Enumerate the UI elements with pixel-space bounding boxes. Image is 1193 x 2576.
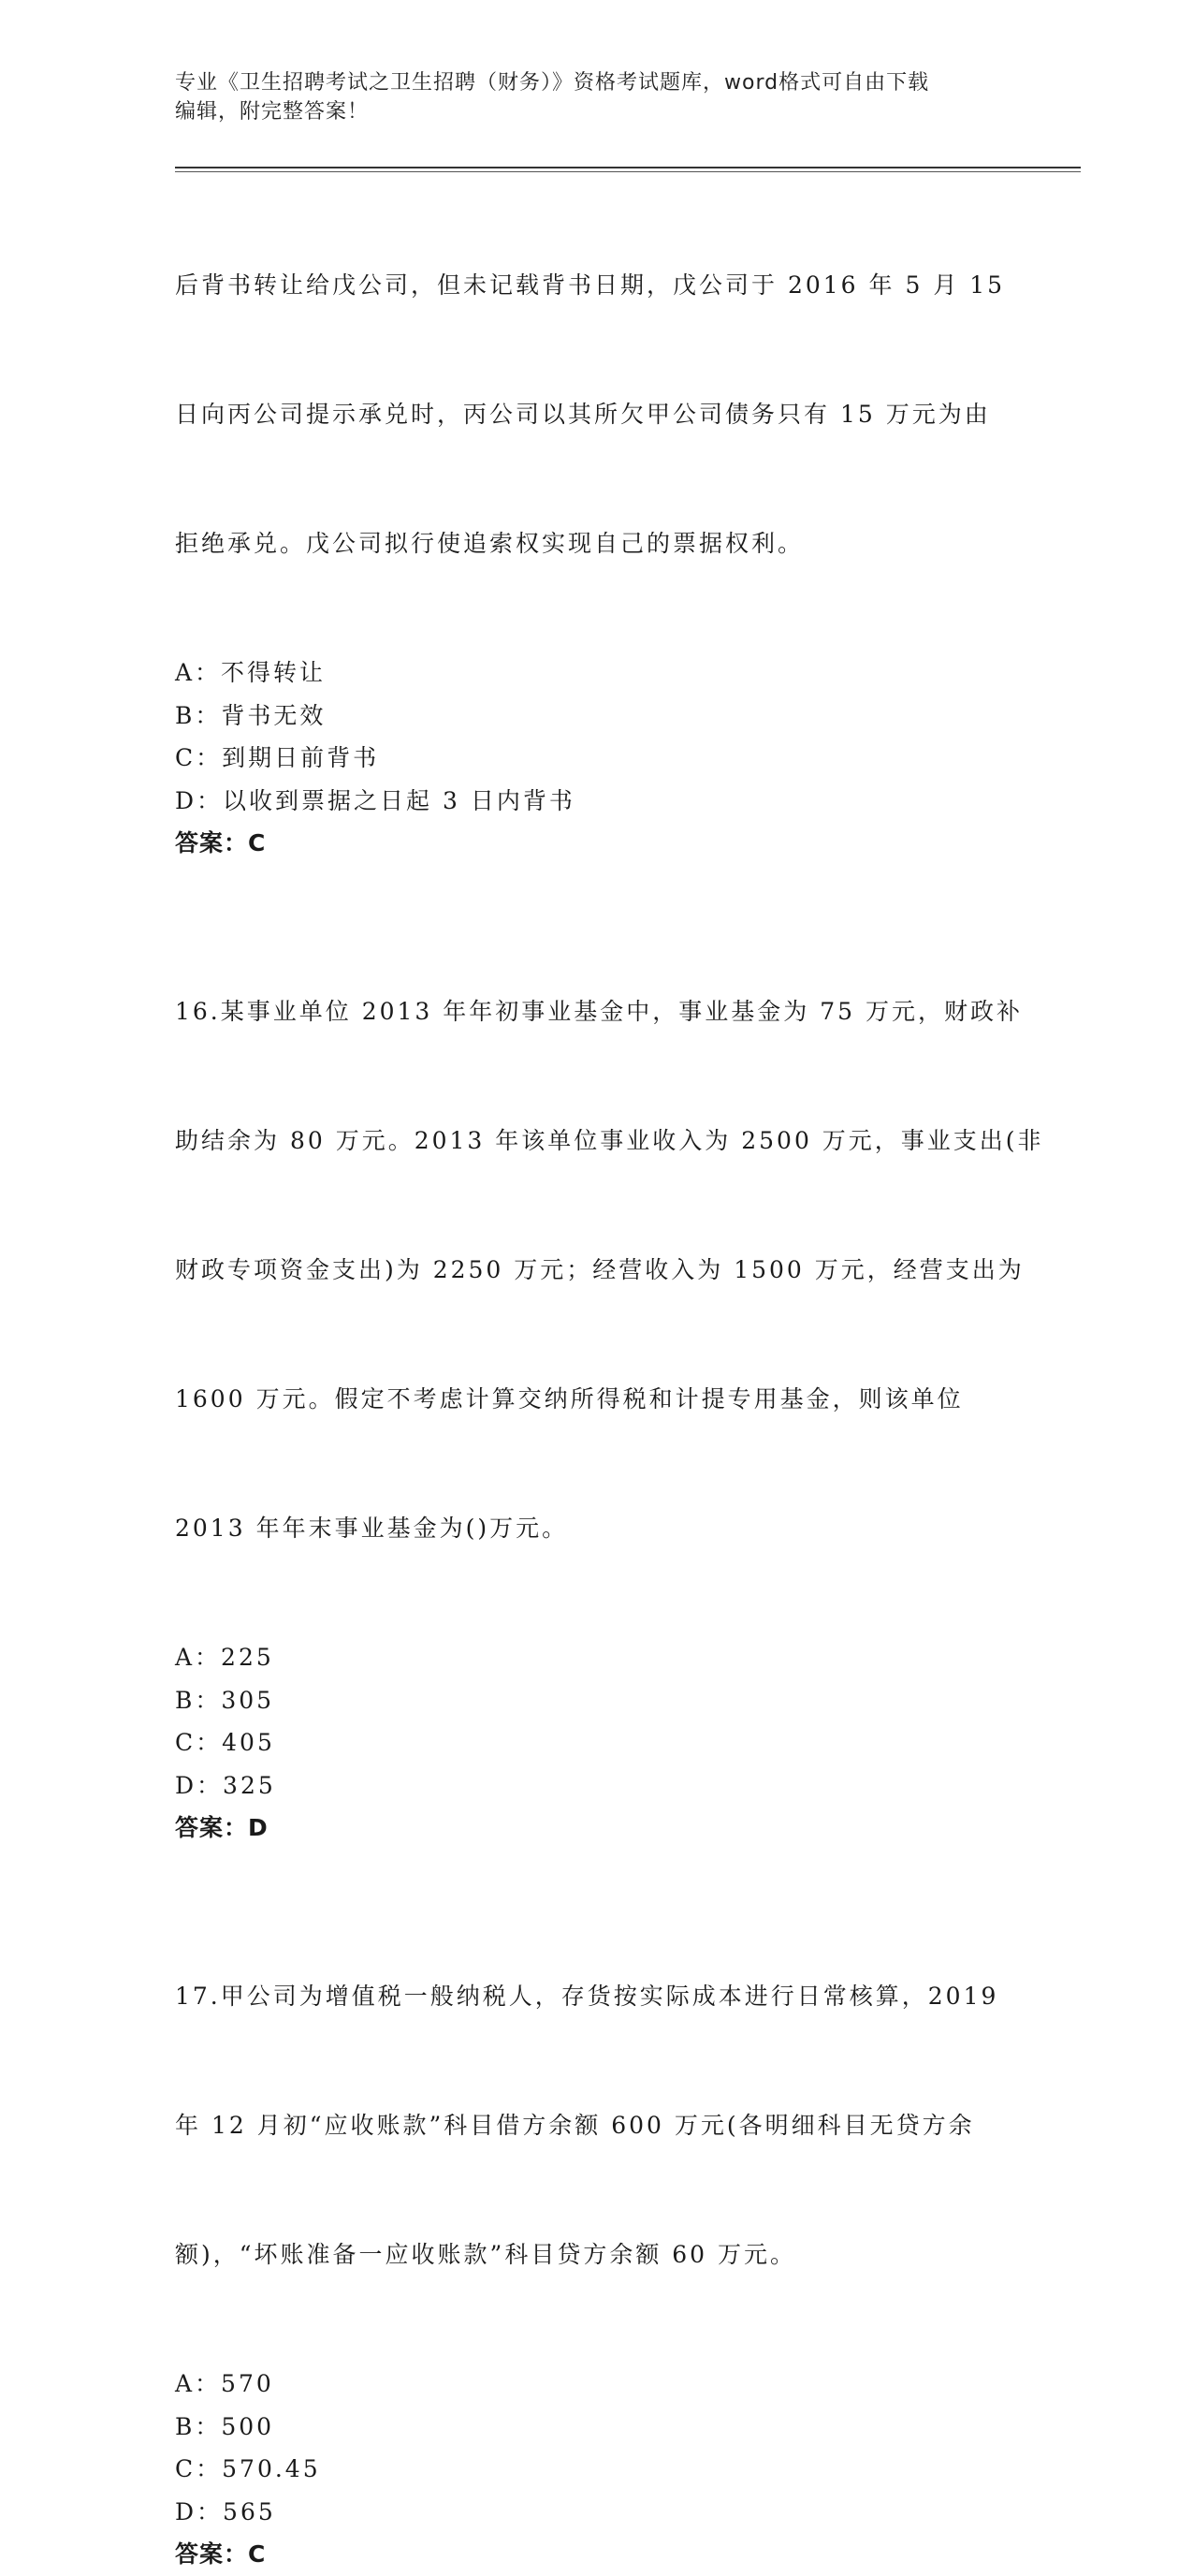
question-line: 日向丙公司提示承兑时，丙公司以其所欠甲公司债务只有 15 万元为由: [175, 401, 991, 428]
document-header: [175, 68, 998, 126]
question-line: 2013 年年末事业基金为()万元。: [175, 1515, 569, 1542]
answer-label: 答案：D: [175, 1814, 269, 1841]
question-line: 拒绝承兑。戊公司拟行使追索权实现自己的票据权利。: [175, 530, 805, 557]
option-b: B：500: [175, 2412, 275, 2440]
option-a: A：225: [175, 1644, 274, 1671]
question-15: [175, 178, 1017, 865]
question-16: [175, 904, 1044, 1850]
question-line: 额)，“坏账准备一应收账款”科目贷方余额 60 万元。: [175, 2241, 797, 2268]
question-line: 后背书转让给戊公司，但未记载背书日期，戊公司于 2016 年 5 月 15: [175, 271, 1006, 299]
answer-label: 答案：C: [175, 2540, 267, 2568]
question-list: [175, 178, 1044, 2576]
option-b: B：305: [175, 1686, 275, 1714]
option-d: D：325: [175, 1771, 276, 1799]
question-text: [175, 904, 1044, 1636]
question-line: 财政专项资金支出)为 2250 万元；经营收入为 1500 万元，经营支出为: [175, 1256, 1025, 1283]
header-divider-thin: [175, 171, 1081, 172]
answer-label: 答案：C: [175, 829, 267, 856]
option-a: A：570: [175, 2370, 274, 2397]
question-line: 16.某事业单位 2013 年年初事业基金中，事业基金为 75 万元，财政补: [175, 998, 1023, 1025]
option-c: C：570.45: [175, 2455, 321, 2482]
option-c: C：405: [175, 1729, 275, 1756]
question-text: [175, 178, 1017, 651]
option-b: B：背书无效: [175, 701, 327, 729]
header-line-1: 专业《卫生招聘考试之卫生招聘（财务）》资格考试题库，word格式可自由下载: [175, 71, 930, 95]
option-a: A：不得转让: [175, 659, 327, 686]
header-divider-thick: [175, 167, 1081, 168]
option-d: D：565: [175, 2497, 276, 2525]
header-line-2: 编辑，附完整答案！: [175, 100, 370, 124]
question-line: 17.甲公司为增值税一般纳税人，存货按实际成本进行日常核算，2019: [175, 1983, 999, 2010]
question-line: 年 12 月初“应收账款”科目借方余额 600 万元(各明细科目无贷方余: [175, 2112, 975, 2139]
question-line: 1600 万元。假定不考虑计算交纳所得税和计提专用基金，则该单位: [175, 1385, 964, 1412]
option-d: D：以收到票据之日起 3 日内背书: [175, 786, 575, 814]
question-17: [175, 1889, 1017, 2576]
option-c: C：到期日前背书: [175, 744, 380, 771]
question-line: 助结余为 80 万元。2013 年该单位事业收入为 2500 万元，事业支出(非: [175, 1127, 1044, 1154]
question-text: [175, 1889, 1017, 2363]
